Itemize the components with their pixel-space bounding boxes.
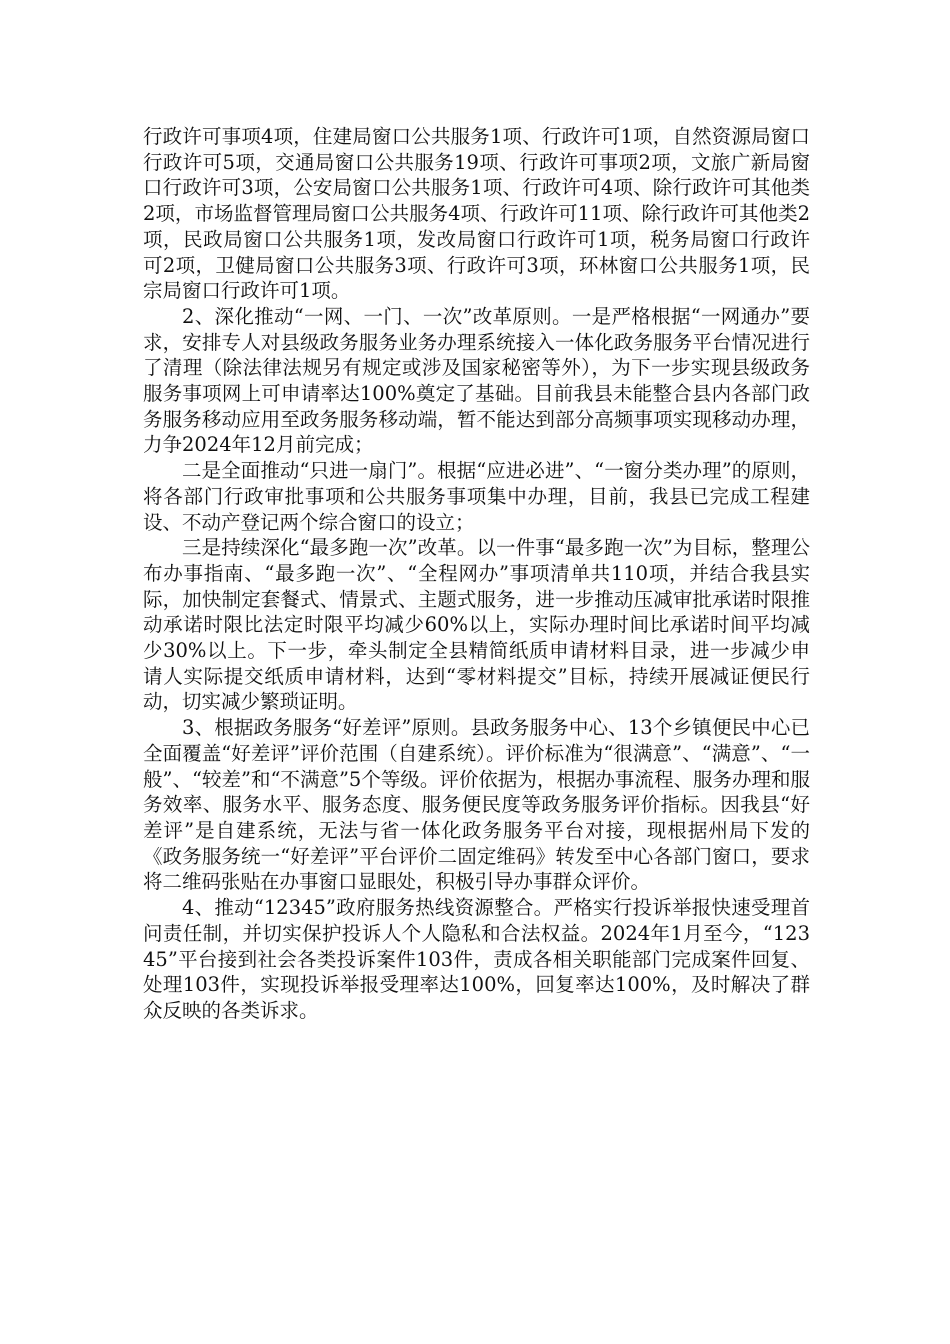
- paragraph-item-2: 2、深化推动“一网、一门、一次”改革原则。一是严格根据“一网通办”要求，安排专人对县级政务服务业务办理系统接入一体化政务服务平台情况进行了清理（除法律法规另有规定或涉及国家秘密等外），为下一步实现县级政务服务事项网上可申请率达100%奠定了基础。目前我县未能整合县内各部门政务服务移动应用至政务服务移动端，暂不能达到部分高频事项实现移动办理，力争2024年12月前完成；: [143, 304, 810, 457]
- paragraph-item-2-part-3: 三是持续深化“最多跑一次”改革。以一件事“最多跑一次”为目标，整理公布办事指南、“最多跑一次”、“全程网办”事项清单共110项，并结合我县实际，加快制定套餐式、情景式、主题式服务，进一步推动压减审批承诺时限推动承诺时限比法定时限平均减少60%以上，实际办理时间比承诺时间平均减少30%以上。下一步，牵头制定全县精简纸质申请材料目录，进一步减少申请人实际提交纸质申请材料，达到“零材料提交”目标，持续开展减证便民行动，切实减少繁琐证明。: [143, 536, 810, 714]
- paragraph-item-2-part-2: 二是全面推动“只进一扇门”。根据“应进必进”、“一窗分类办理”的原则，将各部门行政审批事项和公共服务事项集中办理，目前，我县已完成工程建设、不动产登记两个综合窗口的设立；: [143, 459, 810, 534]
- paragraph-item-4: 4、推动“12345”政府服务热线资源整合。严格实行投诉举报快速受理首问责任制，并切实保护投诉人个人隐私和合法权益。2024年1月至今，“12345”平台接到社会各类投诉案件103件，责成各相关职能部门完成案件回复、处理103件，实现投诉举报受理率达100%，回复率达100%，及时解决了群众反映的各类诉求。: [143, 896, 810, 1022]
- paragraph-item-3: 3、根据政务服务“好差评”原则。县政务服务中心、13个乡镇便民中心已全面覆盖“好差评”评价范围（自建系统）。评价标准为“很满意”、“满意”、“一般”、“较差”和“不满意”5个等级。评价依据为，根据办事流程、服务办理和服务效率、服务水平、服务态度、服务便民度等政务服务评价指标。因我县“好差评”是自建系统，无法与省一体化政务服务平台对接，现根据州局下发的《政务服务统一“好差评”平台评价二固定维码》转发至中心各部门窗口，要求将二维码张贴在办事窗口显眼处，积极引导办事群众评价。: [143, 716, 810, 894]
- paragraph-continuation: 行政许可事项4项，住建局窗口公共服务1项、行政许可1项，自然资源局窗口行政许可5项，交通局窗口公共服务19项、行政许可事项2项，文旅广新局窗口行政许可3项，公安局窗口公共服务1项、行政许可4项、除行政许可其他类2项，市场监督管理局窗口公共服务4项、行政许可11项、除行政许可其他类2项，民政局窗口公共服务1项，发改局窗口行政许可1项，税务局窗口行政许可2项，卫健局窗口公共服务3项、行政许可3项，环林窗口公共服务1项，民宗局窗口行政许可1项。: [143, 125, 810, 303]
- document-body: [143, 124, 810, 1024]
